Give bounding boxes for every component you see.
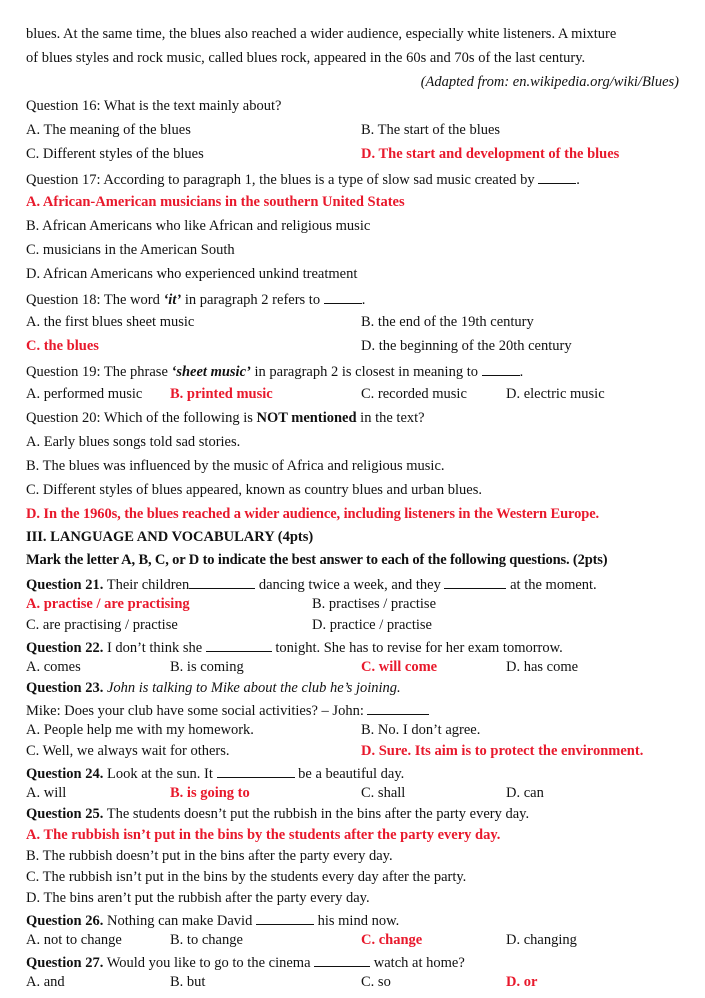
q25-text: The students doesn’t put the rubbish in the bins after the party every day.	[103, 806, 530, 822]
q19-option-b-answer: B. printed music	[170, 386, 273, 402]
q25-option-b: B. The rubbish doesn’t put in the bins after the party every day.	[26, 848, 393, 864]
q23-option-a: A. People help me with my homework.	[26, 722, 254, 738]
q26-option-d: D. changing	[506, 932, 577, 948]
q19-blank	[482, 363, 520, 376]
q25-option-c: C. The rubbish isn’t put in the bins by the students every day after the party.	[26, 869, 467, 885]
q22-option-a: A. comes	[26, 659, 81, 675]
q26-t2: his mind now.	[313, 913, 400, 929]
q17-option-c: C. musicians in the American South	[26, 242, 235, 258]
q23-blank	[367, 702, 429, 715]
q21-blank-2	[444, 576, 506, 589]
q18-blank	[324, 291, 362, 304]
section-heading: III. LANGUAGE AND VOCABULARY (4pts)	[26, 529, 314, 545]
passage-line-2: of blues styles and rock music, called blues rock, appeared in the 60s and 70s of the last century.	[26, 50, 586, 66]
q19-option-c: C. recorded music	[361, 386, 467, 402]
q25-label: Question 25.	[26, 806, 104, 822]
q16-option-d-answer: D. The start and development of the blues	[361, 146, 620, 162]
q27-blank	[314, 954, 370, 967]
q26-option-c-answer: C. change	[361, 932, 423, 948]
q27-option-c: C. so	[361, 974, 391, 990]
q24-option-b-answer: B. is going to	[170, 785, 250, 801]
q22-t2: tonight. She has to revise for her exam tomorrow.	[271, 640, 563, 656]
question-18	[26, 291, 679, 308]
q27-t1: Would you like to go to the cinema	[103, 955, 315, 971]
q23-option-b: B. No. I don’t agree.	[361, 722, 481, 738]
q19-phrase: ‘sheet music’	[171, 364, 251, 380]
q21-option-a-answer: A. practise / are practising	[26, 596, 190, 612]
passage-source: (Adapted from: en.wikipedia.org/wiki/Blues)	[420, 74, 679, 90]
q27-option-b: B. but	[170, 974, 206, 990]
q27-option-d-answer: D. or	[506, 974, 538, 990]
question-23	[26, 681, 679, 696]
question-27	[26, 954, 679, 971]
q24-option-d: D. can	[506, 785, 544, 801]
question-20	[26, 411, 679, 426]
q17-end: .	[576, 172, 580, 188]
q26-blank	[256, 912, 314, 925]
section-instruction: Mark the letter A, B, C, or D to indicate the best answer to each of the following questions. (2pts)	[26, 552, 608, 568]
question-25	[26, 807, 679, 822]
q18-option-a: A. the first blues sheet music	[26, 314, 195, 330]
q17-blank	[538, 171, 576, 184]
q20-option-d-answer: D. In the 1960s, the blues reached a wider audience, including listeners in the Western Europe.	[26, 506, 600, 522]
q26-t1: Nothing can make David	[103, 913, 256, 929]
q26-label: Question 26.	[26, 913, 104, 929]
q20-option-c: C. Different styles of blues appeared, known as country blues and urban blues.	[26, 482, 482, 498]
question-26	[26, 912, 679, 929]
q24-blank	[217, 765, 295, 778]
q17-option-a-answer: A. African-American musicians in the southern United States	[26, 194, 405, 210]
q21-label: Question 21.	[26, 577, 104, 593]
q19-post: in paragraph 2 is closest in meaning to	[250, 364, 478, 380]
q27-option-a: A. and	[26, 974, 65, 990]
question-19	[26, 363, 679, 380]
q23-context: John is talking to Mike about the club he’s joining.	[103, 680, 401, 696]
q19-pre: Question 19: The phrase	[26, 364, 172, 380]
q17-option-d: D. African Americans who experienced unkind treatment	[26, 266, 358, 282]
q21-blank-1	[189, 576, 255, 589]
q20-bold: NOT mentioned	[256, 410, 357, 426]
q21-option-b: B. practises / practise	[312, 596, 437, 612]
q18-option-c-answer: C. the blues	[26, 338, 99, 354]
q18-option-b: B. the end of the 19th century	[361, 314, 534, 330]
q23-option-d-answer: D. Sure. Its aim is to protect the environment.	[361, 743, 644, 759]
q16-option-c: C. Different styles of the blues	[26, 146, 204, 162]
q23-option-c: C. Well, we always wait for others.	[26, 743, 230, 759]
q16-option-a: A. The meaning of the blues	[26, 122, 191, 138]
q22-blank	[206, 639, 272, 652]
q22-t1: I don’t think she	[103, 640, 206, 656]
q19-end: .	[519, 364, 524, 380]
q26-option-b: B. to change	[170, 932, 243, 948]
q24-label: Question 24.	[26, 766, 104, 782]
q22-option-b: B. is coming	[170, 659, 244, 675]
question-24	[26, 765, 679, 782]
q21-option-d: D. practice / practise	[312, 617, 432, 633]
q24-t2: be a beautiful day.	[294, 766, 405, 782]
q18-option-d: D. the beginning of the 20th century	[361, 338, 572, 354]
q19-option-d: D. electric music	[506, 386, 605, 402]
q21-t1: Their children	[103, 577, 190, 593]
q25-option-d: D. The bins aren’t put the rubbish after the party every day.	[26, 890, 370, 906]
q17-option-b: B. African Americans who like African and religious music	[26, 218, 371, 234]
q21-t2: dancing twice a week, and they	[255, 577, 445, 593]
q24-option-a: A. will	[26, 785, 67, 801]
q23-label: Question 23.	[26, 680, 104, 696]
q18-pre: Question 18: The word	[26, 292, 164, 308]
q25-option-a-answer: A. The rubbish isn’t put in the bins by the students after the party every day.	[26, 827, 501, 843]
q19-option-a: A. performed music	[26, 386, 143, 402]
q22-option-d: D. has come	[506, 659, 579, 675]
question-21	[26, 576, 679, 593]
q27-t2: watch at home?	[370, 955, 465, 971]
q18-end: .	[361, 292, 366, 308]
question-16: Question 16: What is the text mainly about?	[26, 98, 282, 114]
q16-option-b: B. The start of the blues	[361, 122, 501, 138]
q26-option-a: A. not to change	[26, 932, 122, 948]
q20-pre: Question 20: Which of the following is	[26, 410, 257, 426]
q27-label: Question 27.	[26, 955, 104, 971]
q21-option-c: C. are practising / practise	[26, 617, 178, 633]
passage-line-1: blues. At the same time, the blues also reached a wider audience, especially white listeners. A mixture	[26, 26, 617, 42]
question-22	[26, 639, 679, 656]
q24-t1: Look at the sun. It	[103, 766, 217, 782]
q23-dialogue	[26, 702, 679, 719]
q20-post: in the text?	[356, 410, 425, 426]
q20-option-b: B. The blues was influenced by the music of Africa and religious music.	[26, 458, 445, 474]
q21-t3: at the moment.	[506, 577, 597, 593]
q23-dialogue-text: Mike: Does your club have some social activities? – John:	[26, 703, 368, 719]
q24-option-c: C. shall	[361, 785, 406, 801]
q17-text: Question 17: According to paragraph 1, the blues is a type of slow sad music created by	[26, 172, 535, 188]
q22-option-c-answer: C. will come	[361, 659, 438, 675]
q22-label: Question 22.	[26, 640, 104, 656]
q18-word: ‘it’	[163, 292, 182, 308]
question-17	[26, 171, 679, 188]
q18-post: in paragraph 2 refers to	[181, 292, 321, 308]
q20-option-a: A. Early blues songs told sad stories.	[26, 434, 241, 450]
